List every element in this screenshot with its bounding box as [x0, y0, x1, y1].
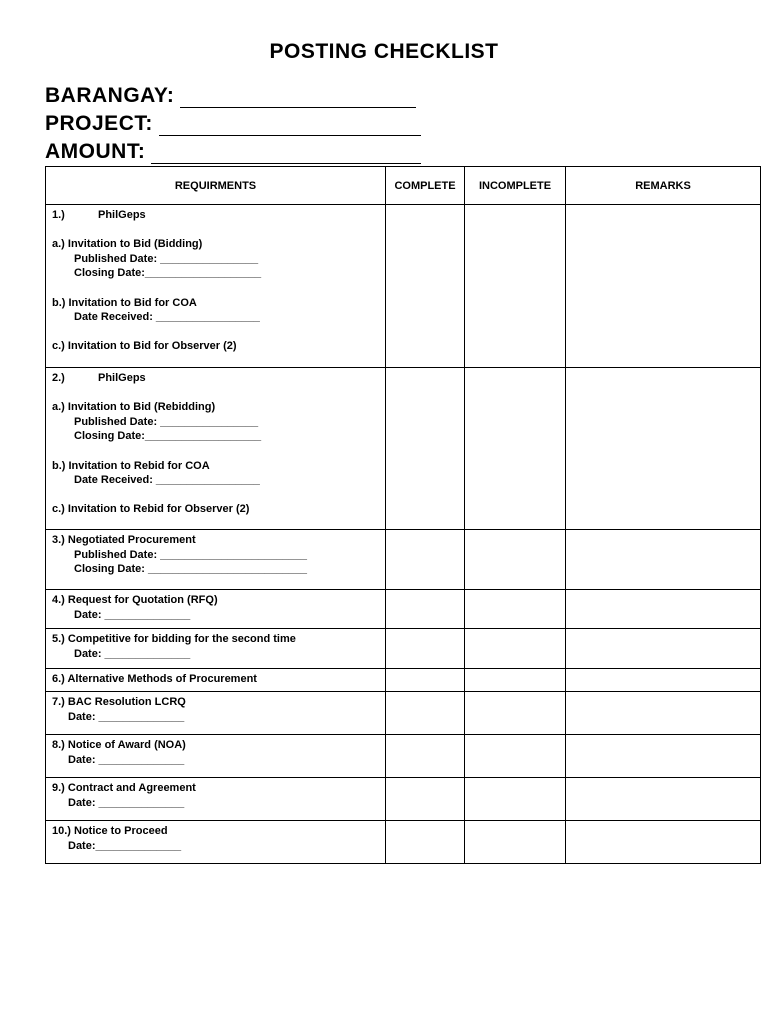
- col-header-incomplete: INCOMPLETE: [465, 167, 566, 205]
- item-number: 2.): [52, 372, 65, 384]
- complete-cell[interactable]: [386, 692, 465, 735]
- incomplete-cell[interactable]: [465, 735, 566, 778]
- date-line: Date: ______________: [68, 796, 185, 809]
- requirement-cell: [46, 692, 386, 735]
- project-label: PROJECT:: [45, 112, 153, 135]
- complete-cell[interactable]: [386, 821, 465, 864]
- table-row: [46, 821, 761, 864]
- sub-item: c.) Invitation to Bid for Observer (2): [52, 340, 237, 353]
- incomplete-cell[interactable]: [465, 590, 566, 629]
- complete-cell[interactable]: [386, 778, 465, 821]
- requirement-cell: [46, 368, 386, 530]
- closing-date-line: Closing Date: __________________________: [74, 563, 308, 576]
- barangay-label: BARANGAY:: [45, 84, 175, 107]
- barangay-blank-line[interactable]: [180, 87, 416, 108]
- incomplete-cell[interactable]: [465, 205, 566, 368]
- col-header-complete: COMPLETE: [386, 167, 465, 205]
- item-title: PhilGeps: [98, 209, 146, 221]
- item-number: 1.): [52, 209, 65, 221]
- closing-date-line: Closing Date:___________________: [74, 430, 262, 443]
- sub-item: c.) Invitation to Rebid for Observer (2): [52, 503, 250, 516]
- sub-item: a.) Invitation to Bid (Bidding): [52, 238, 203, 251]
- complete-cell[interactable]: [386, 530, 465, 590]
- closing-date-line: Closing Date:___________________: [74, 267, 262, 280]
- sub-item: a.) Invitation to Bid (Rebidding): [52, 401, 216, 414]
- date-line: Date:______________: [68, 839, 182, 852]
- incomplete-cell[interactable]: [465, 368, 566, 530]
- requirement-cell: [46, 205, 386, 368]
- date-line: Date: ______________: [68, 753, 185, 766]
- date-line: Date: ______________: [68, 710, 185, 723]
- table-row: [46, 530, 761, 590]
- complete-cell[interactable]: [386, 735, 465, 778]
- amount-blank-line[interactable]: [151, 143, 421, 164]
- remarks-cell[interactable]: [566, 368, 761, 530]
- incomplete-cell[interactable]: [465, 669, 566, 692]
- requirement-cell: [46, 735, 386, 778]
- remarks-cell[interactable]: [566, 530, 761, 590]
- requirement-cell: [46, 530, 386, 590]
- item-title: 6.) Alternative Methods of Procurement: [52, 673, 257, 685]
- col-header-requirements: REQUIRMENTS: [46, 167, 386, 205]
- remarks-cell[interactable]: [566, 778, 761, 821]
- item-title: 10.) Notice to Proceed: [52, 825, 168, 837]
- complete-cell[interactable]: [386, 368, 465, 530]
- checklist-table: [45, 166, 761, 864]
- project-field: [45, 112, 421, 136]
- incomplete-cell[interactable]: [465, 692, 566, 735]
- table-row: [46, 669, 761, 692]
- table-row: [46, 368, 761, 530]
- item-title: 8.) Notice of Award (NOA): [52, 739, 186, 751]
- table-row: [46, 692, 761, 735]
- requirement-cell: [46, 821, 386, 864]
- complete-cell[interactable]: [386, 669, 465, 692]
- item-title: 3.) Negotiated Procurement: [52, 534, 196, 546]
- incomplete-cell[interactable]: [465, 530, 566, 590]
- published-date-line: Published Date: ________________: [74, 415, 259, 428]
- item-title: 4.) Request for Quotation (RFQ): [52, 594, 218, 606]
- sub-item: b.) Invitation to Bid for COA: [52, 296, 197, 309]
- complete-cell[interactable]: [386, 590, 465, 629]
- page-title: POSTING CHECKLIST: [269, 40, 499, 63]
- remarks-cell[interactable]: [566, 735, 761, 778]
- remarks-cell[interactable]: [566, 590, 761, 629]
- incomplete-cell[interactable]: [465, 778, 566, 821]
- project-blank-line[interactable]: [159, 115, 421, 136]
- item-title: PhilGeps: [98, 372, 146, 384]
- remarks-cell[interactable]: [566, 669, 761, 692]
- requirement-cell: [46, 629, 386, 669]
- remarks-cell[interactable]: [566, 692, 761, 735]
- remarks-cell[interactable]: [566, 205, 761, 368]
- incomplete-cell[interactable]: [465, 629, 566, 669]
- table-header-row: [46, 167, 761, 205]
- barangay-field: [45, 84, 416, 108]
- item-title: 5.) Competitive for bidding for the second time: [52, 633, 296, 645]
- complete-cell[interactable]: [386, 629, 465, 669]
- table-row: [46, 735, 761, 778]
- item-title: 7.) BAC Resolution LCRQ: [52, 696, 186, 708]
- remarks-cell[interactable]: [566, 629, 761, 669]
- item-title: 9.) Contract and Agreement: [52, 782, 196, 794]
- table-row: [46, 778, 761, 821]
- amount-field: [45, 140, 421, 164]
- requirement-cell: [46, 778, 386, 821]
- sub-item: b.) Invitation to Rebid for COA: [52, 459, 210, 472]
- table-row: [46, 629, 761, 669]
- requirement-cell: [46, 669, 386, 692]
- table-row: [46, 590, 761, 629]
- date-received-line: Date Received: _________________: [74, 311, 260, 324]
- requirement-cell: [46, 590, 386, 629]
- date-received-line: Date Received: _________________: [74, 474, 260, 487]
- incomplete-cell[interactable]: [465, 821, 566, 864]
- col-header-remarks: REMARKS: [566, 167, 761, 205]
- date-line: Date: ______________: [74, 647, 191, 660]
- remarks-cell[interactable]: [566, 821, 761, 864]
- amount-label: AMOUNT:: [45, 140, 146, 163]
- date-line: Date: ______________: [74, 608, 191, 621]
- complete-cell[interactable]: [386, 205, 465, 368]
- published-date-line: Published Date: ________________: [74, 252, 259, 265]
- published-date-line: Published Date: ________________________: [74, 548, 308, 561]
- table-row: [46, 205, 761, 368]
